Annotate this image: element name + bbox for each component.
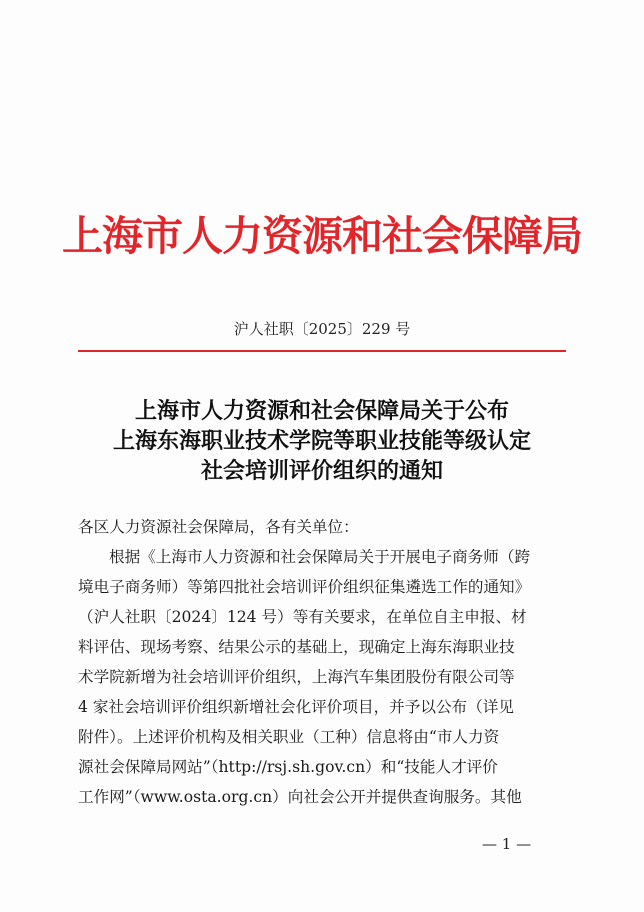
red-divider: [78, 350, 566, 352]
title-line: 社会培训评价组织的通知: [200, 458, 443, 484]
title-line: 上海东海职业技术学院等职业技能等级认定: [112, 428, 531, 454]
notice-body: [78, 512, 572, 812]
notice-title: [0, 396, 644, 486]
paragraph-line: 源社会保障局网站”（http://rsj.sh.gov.cn）和“技能人才评价: [78, 758, 498, 776]
paragraph-line: 境电子商务师）等第四批社会培训评价组织征集遴选工作的通知》: [78, 578, 531, 596]
title-line: 上海市人力资源和社会保障局关于公布: [134, 398, 509, 424]
issuer-title: 上海市人力资源和社会保障局: [62, 212, 582, 260]
paragraph-line: （沪人社职〔2024〕124 号）等有关要求，在单位自主申报、材: [78, 608, 527, 626]
paragraph-line: 工作网”（www.osta.org.cn）向社会公开并提供查询服务。其他: [78, 788, 522, 806]
page-number: — 1 —: [482, 835, 532, 853]
paragraph-line: 附件）。上述评价机构及相关职业（工种）信息将由“市人力资: [78, 728, 500, 746]
page-footer: [0, 830, 644, 858]
paragraph-line: 4 家社会培训评价组织新增社会化评价项目，并予以公布（详见: [78, 698, 514, 716]
salutation: 各区人力资源社会保障局，各有关单位：: [78, 518, 359, 536]
document-number: 沪人社职〔2025〕229 号: [233, 320, 411, 338]
paragraph-line: 根据《上海市人力资源和社会保障局关于开展电子商务师（跨: [109, 548, 531, 566]
paragraph-line: 料评估、现场考察、结果公示的基础上，现确定上海东海职业技: [78, 638, 515, 656]
paragraph-line: 术学院新增为社会培训评价组织，上海汽车集团股份有限公司等: [78, 668, 515, 686]
